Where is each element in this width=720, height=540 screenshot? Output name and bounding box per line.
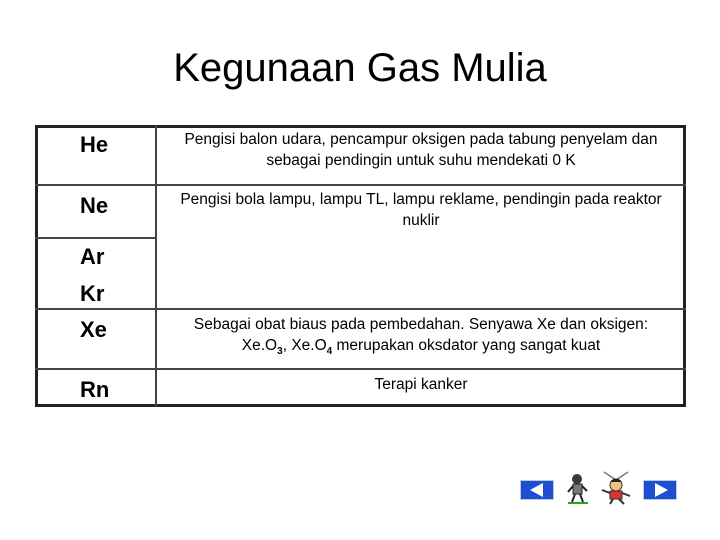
row-divider-kr [35, 308, 686, 310]
description-he: Pengisi balon udara, pencampur oksigen pada tabung penyelam dan sebagai pendingin untuk suhu mendekati 0 K [184, 131, 658, 169]
element-rn: Rn [80, 377, 110, 402]
element-xe: Xe [80, 317, 107, 342]
element-he: He [80, 132, 109, 157]
prev-slide-button[interactable] [520, 480, 554, 500]
row-divider-ne [35, 237, 156, 239]
next-slide-button[interactable] [643, 480, 677, 500]
description-xe-line1: Sebagai obat biaus pada pembedahan. Senyawa Xe dan oksigen: [193, 316, 649, 333]
description-rn: Terapi kanker [374, 376, 468, 393]
page-title: Kegunaan Gas Mulia [173, 46, 547, 90]
row-divider-xe [35, 368, 686, 370]
cartoon-character-icon [598, 470, 634, 506]
formula-xeo3: $Xe.O_3$ [241, 337, 283, 358]
row-divider-he [35, 184, 686, 186]
right-arrow-icon [655, 483, 668, 497]
element-kr: Kr [80, 281, 105, 306]
column-divider [155, 125, 157, 407]
robot-figure-icon [563, 472, 595, 506]
description-ne: Pengisi bola lampu, lampu TL, lampu reklame, pendingin pada reaktor nuklir [180, 191, 662, 229]
element-ne: Ne [80, 193, 109, 218]
description-xe: Sebagai obat biaus pada pembedahan. Senyawa Xe dan oksigen: $Xe.O_3$, $Xe.O_4$ merupakan oksdator yang sangat kuat [193, 316, 649, 358]
element-ar: Ar [80, 244, 105, 269]
formula-xeo4: $Xe.O_4$ [291, 337, 333, 358]
left-arrow-icon [530, 483, 543, 497]
